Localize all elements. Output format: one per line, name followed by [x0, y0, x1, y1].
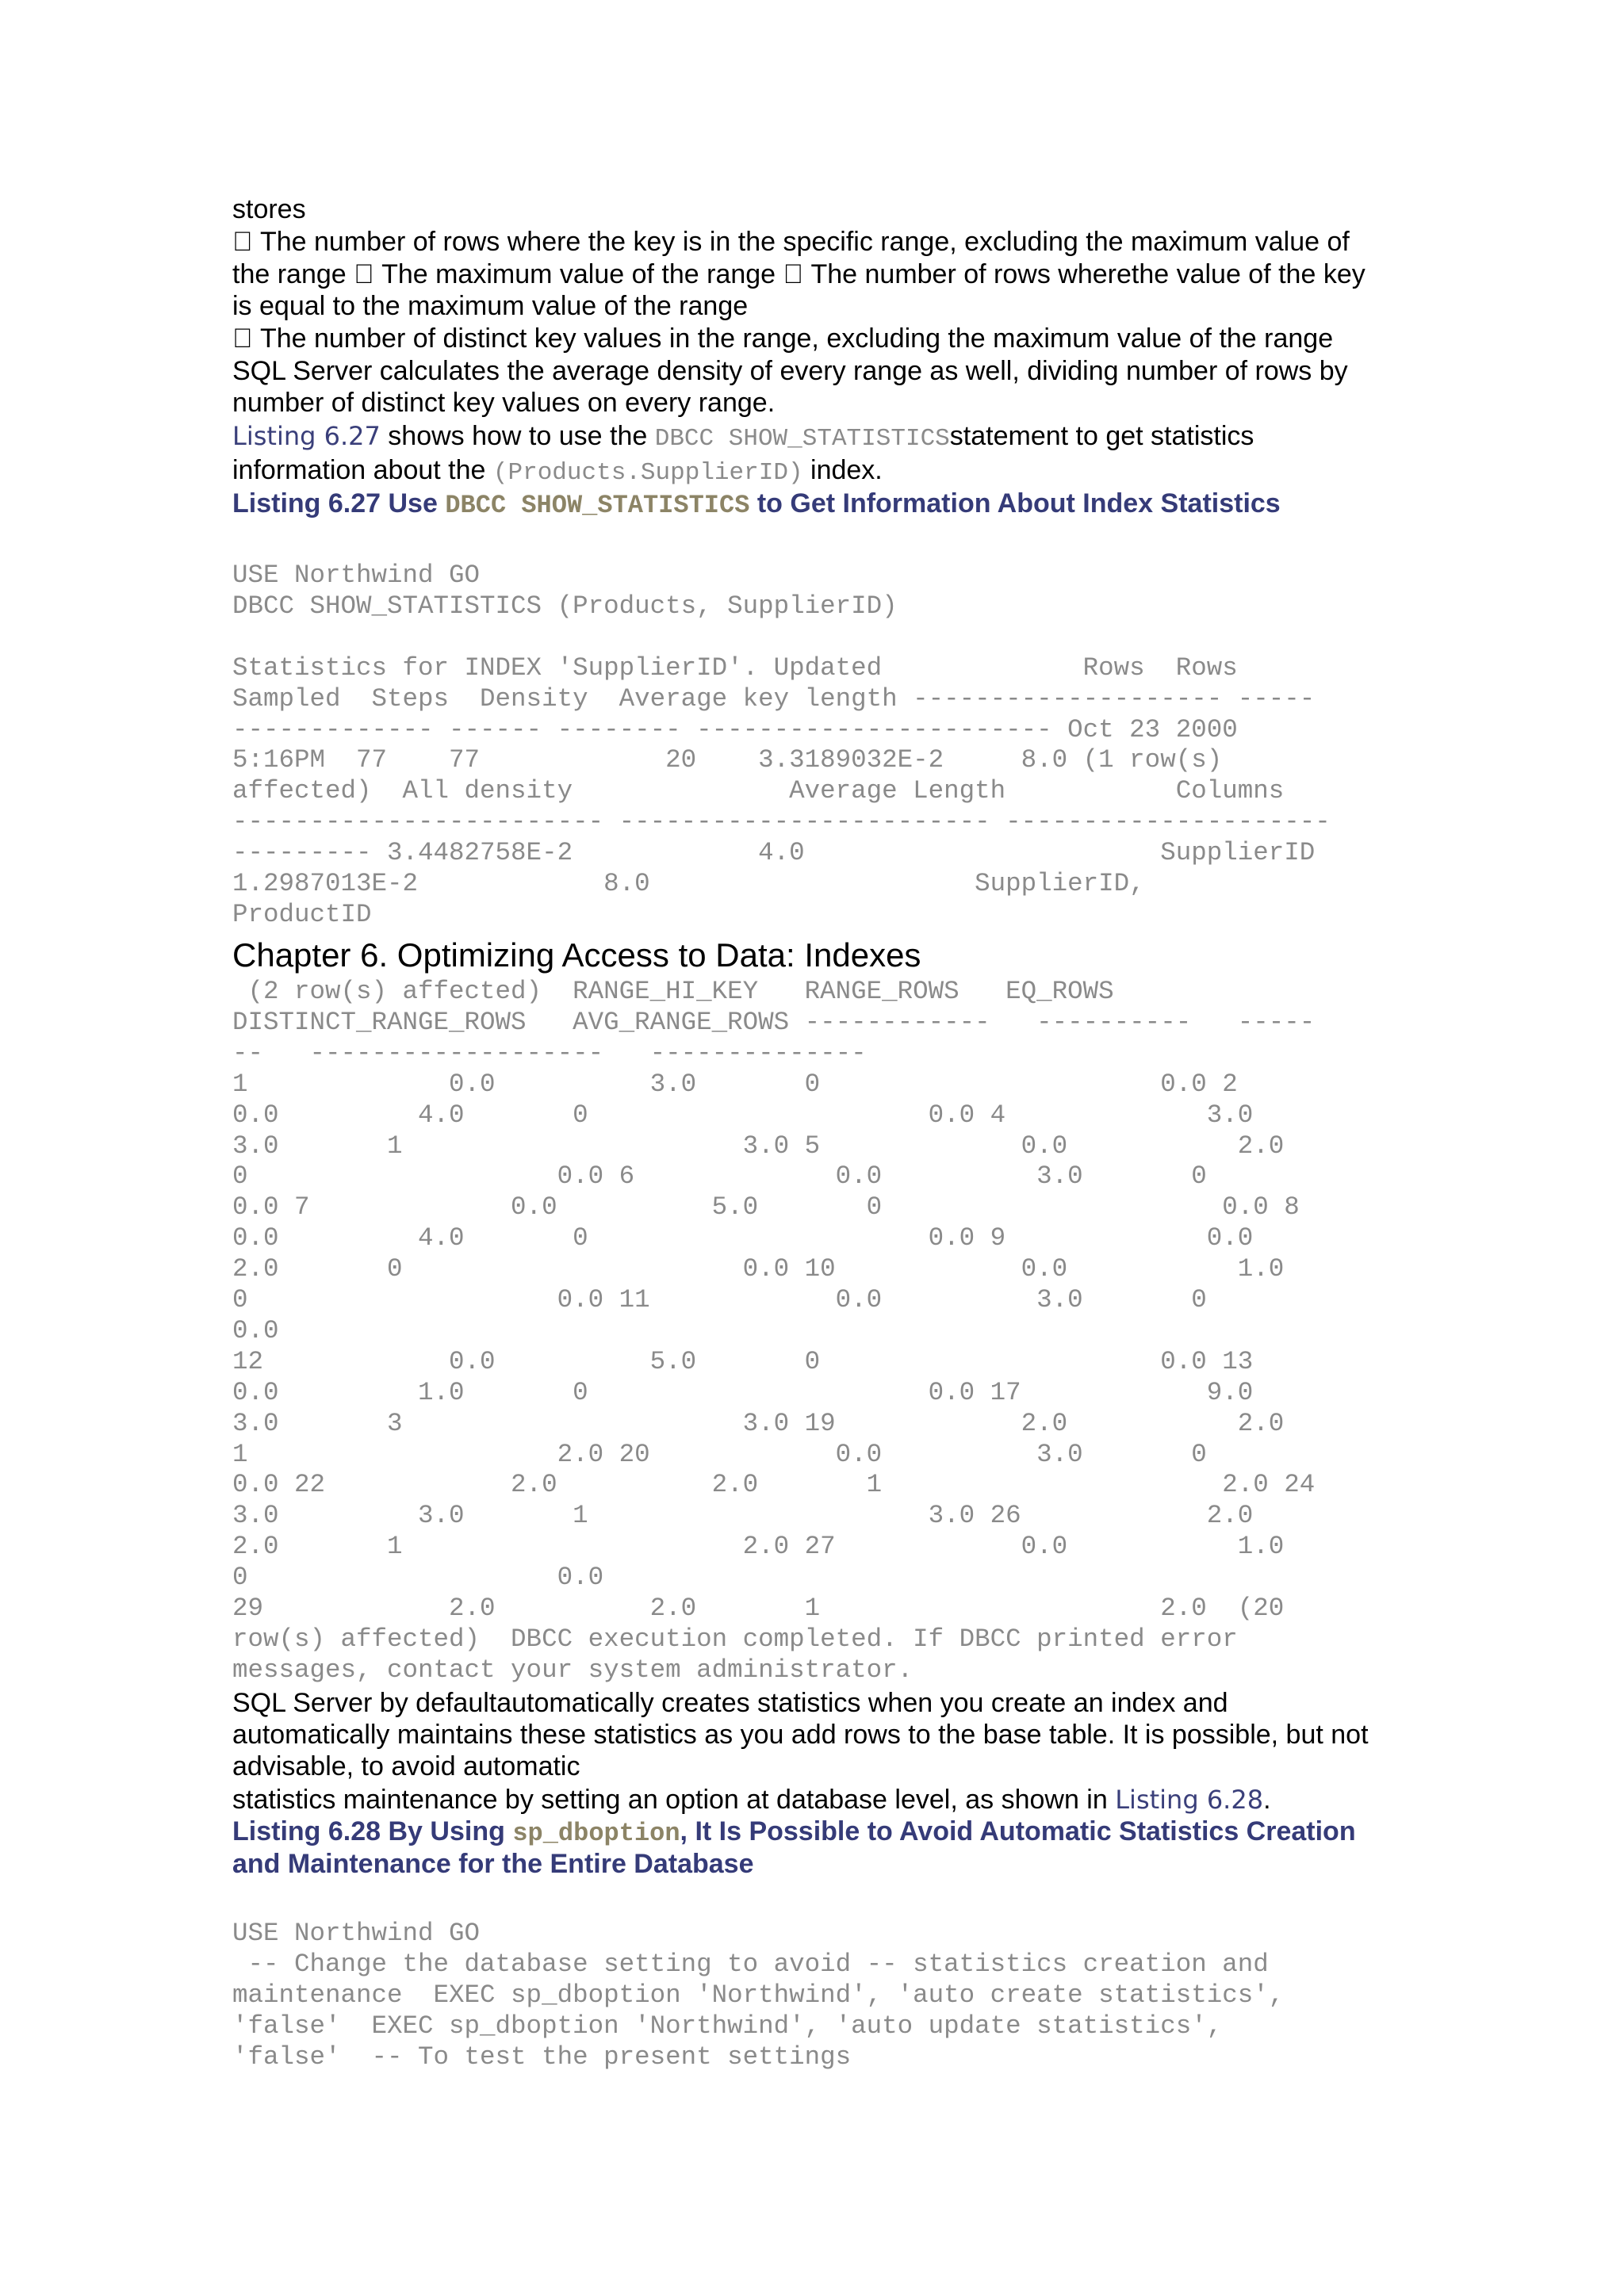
code-line: USE Northwind GO — [232, 1919, 481, 1948]
code-line: -- Change the database setting to avoid -- statistics creation and — [232, 1949, 1269, 1979]
body-text: index. — [802, 455, 883, 485]
bullet-line: The number of distinct key values in the range, excluding the maximum value of the range — [232, 323, 1320, 354]
code-line: 3.0 1 3.0 5 0.0 2.0 — [232, 1131, 1285, 1161]
code-line: (2 row(s) affected) RANGE_HI_KEY RANGE_ROWS EQ_ROWS — [232, 977, 1114, 1006]
code-line: 0.0 1.0 0 0.0 17 9.0 — [232, 1377, 1254, 1407]
body-line: automatically maintains these statistics as you add rows to the base table. It is possible, but not — [232, 1720, 1369, 1750]
code-line: 0.0 7 0.0 5.0 0 0.0 8 — [232, 1192, 1300, 1223]
code-line: affected) All density Average Length Columns — [232, 776, 1285, 806]
code-line: 1 2.0 20 0.0 3.0 0 — [232, 1439, 1207, 1469]
body-text: shows how to use the — [380, 421, 655, 451]
body-text: statistics maintenance by setting an option at database level, as shown in — [232, 1785, 1116, 1815]
listing-6-28-link[interactable]: Listing 6.28 — [1115, 1785, 1264, 1815]
code-line: row(s) affected) DBCC execution completed. If DBCC printed error — [232, 1624, 1238, 1654]
code-line: 0 0.0 11 0.0 3.0 0 — [232, 1285, 1207, 1314]
code-line: 12 0.0 5.0 0 0.0 13 — [232, 1346, 1254, 1376]
caption-text: to Get Information About Index Statistics — [749, 488, 1281, 519]
body-text: . — [1263, 1785, 1271, 1815]
code-line: 5:16PM 77 77 20 3.3189032E-2 8.0 (1 row(s) — [232, 745, 1223, 775]
code-line: 0.0 — [232, 1315, 279, 1345]
code-line: 2.0 0 0.0 10 0.0 1.0 — [232, 1254, 1285, 1284]
code-line: maintenance EXEC sp_dboption 'Northwind', 'auto create statistics', — [232, 1980, 1285, 2010]
code-line: 'false' -- To test the present settings — [232, 2042, 852, 2072]
code-line: ------------------------ ------------------------ --------------------- — [232, 807, 1331, 837]
code-line: 3.0 3.0 1 3.0 26 2.0 — [232, 1501, 1254, 1531]
listing-caption — [232, 488, 1281, 522]
body-text: information about the — [232, 455, 493, 485]
code-line: ProductID — [232, 899, 372, 929]
listing-reference-line — [232, 454, 883, 489]
listing-reference-line — [232, 1784, 1271, 1816]
code-line: 3.0 3 3.0 19 2.0 2.0 — [232, 1408, 1285, 1438]
listing-6-27-link[interactable]: Listing 6.27 — [232, 421, 381, 451]
code-line: USE Northwind GO — [232, 561, 481, 590]
body-line: number of distinct key values on every range. — [232, 388, 776, 418]
body-line: advisable, to avoid automatic — [232, 1751, 580, 1781]
caption-text: , It Is Possible to Avoid Automatic Statistics Creation — [680, 1816, 1356, 1846]
bullet-line: The number of rows where the key is in the specific range, excluding the maximum value of — [232, 227, 1337, 257]
code-line: 0 0.0 6 0.0 3.0 0 — [232, 1161, 1207, 1192]
body-line: is equal to the maximum value of the range — [232, 291, 749, 321]
code-line: 1.2987013E-2 8.0 SupplierID, — [232, 869, 1145, 898]
body-line: stores — [232, 194, 306, 224]
code-line: 0 0.0 — [232, 1563, 604, 1593]
caption-text: Listing 6.27 Use — [232, 488, 446, 519]
chapter-heading: Chapter 6. Optimizing Access to Data: Indexes — [232, 936, 921, 974]
code-line: 'false' EXEC sp_dboption 'Northwind', 'auto update statistics', — [232, 2011, 1223, 2041]
code-line: 2.0 1 2.0 27 0.0 1.0 — [232, 1532, 1285, 1562]
listing-reference-line — [232, 420, 1254, 455]
code-line: DISTINCT_RANGE_ROWS AVG_RANGE_ROWS ------------ ---------- ----- — [232, 1007, 1316, 1037]
listing-caption-line-2: and Maintenance for the Entire Database — [232, 1849, 754, 1879]
body-line: SQL Server by defaultautomatically creates statistics when you create an index and — [232, 1688, 1228, 1718]
caption-code: DBCC SHOW_STATISTICS — [445, 491, 750, 520]
caption-text: Listing 6.28 By Using — [232, 1816, 513, 1846]
bullet-line: the range The maximum value of the range The number of rows wherethe value of the key — [232, 259, 1339, 289]
code-line: --------- 3.4482758E-2 4.0 SupplierID — [232, 838, 1316, 868]
inline-code: DBCC SHOW_STATISTICS — [654, 425, 950, 453]
code-line: DBCC SHOW_STATISTICS (Products, SupplierID) — [232, 591, 898, 621]
code-line: messages, contact your system administrator. — [232, 1655, 914, 1685]
body-line: SQL Server calculates the average density of every range as well, dividing number of rows by — [232, 356, 1348, 386]
code-line: 0.0 22 2.0 2.0 1 2.0 24 — [232, 1470, 1316, 1500]
inline-code: (Products.SupplierID) — [492, 459, 803, 487]
caption-code: sp_dboption — [512, 1819, 680, 1848]
code-line: ------------- ------ -------- ----------------------- Oct 23 2000 — [232, 714, 1238, 744]
code-line: Sampled Steps Density Average key length -------------------- ----- — [232, 683, 1316, 714]
body-text: statement to get statistics — [949, 421, 1254, 451]
code-line: -- ------------------- -------------- — [232, 1038, 867, 1068]
code-line: Statistics for INDEX 'SupplierID'. Updated Rows Rows — [232, 652, 1238, 683]
code-line: 0.0 4.0 0 0.0 4 3.0 — [232, 1100, 1254, 1130]
code-line: 0.0 4.0 0 0.0 9 0.0 — [232, 1223, 1254, 1253]
code-line: 29 2.0 2.0 1 2.0 (20 — [232, 1594, 1285, 1623]
code-line: 1 0.0 3.0 0 0.0 2 — [232, 1069, 1238, 1099]
listing-caption — [232, 1816, 1356, 1850]
